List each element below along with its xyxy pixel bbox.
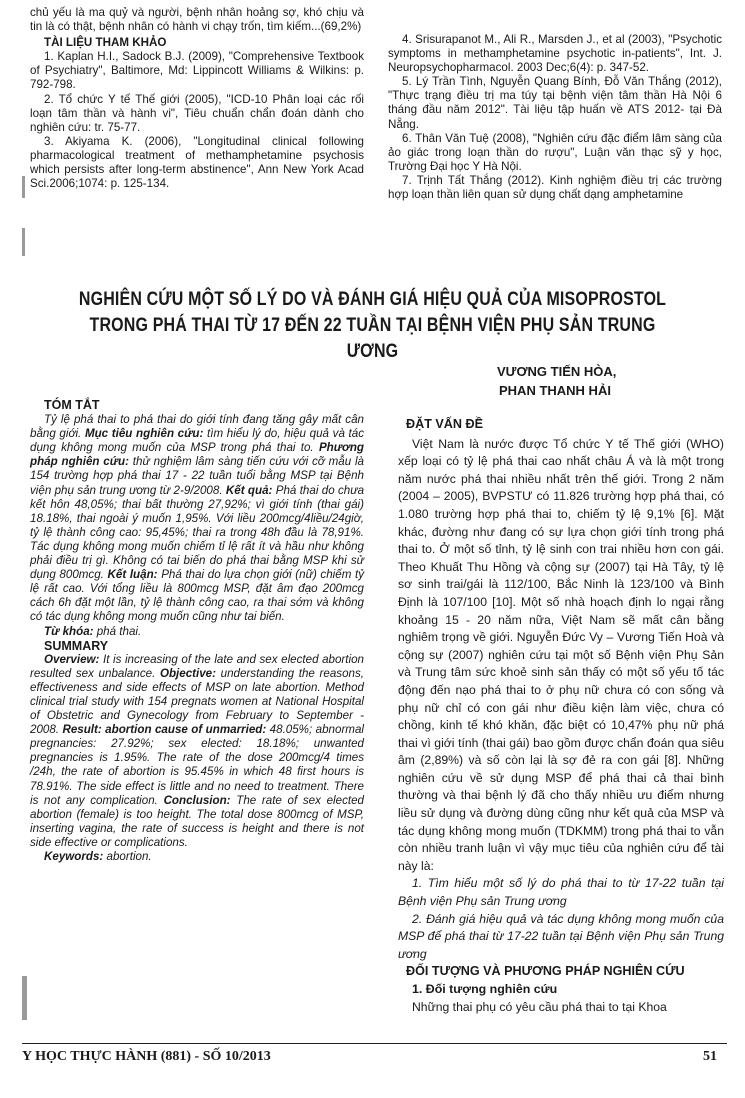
objective-en-label: Objective: [159, 666, 216, 680]
introduction-heading: ĐẶT VẤN ĐỀ [406, 417, 483, 431]
method-label: Phương pháp nghiên cứu: [30, 441, 364, 469]
reference-4: 4. Srisurapanot M., Ali R., Marsden J., et al (2003), "Psychotic symptoms in methamphetamine psychotic in-patients", Int. J. Neuropsychopharmacol. 2003 Dec;6(4): p. 347-52. [388, 33, 722, 75]
result-en-text: 48.05%; abnormal pregnancies: 27.92%; sex elected: 18.18%; unwanted pregnancies is 1.95%. The rate of the dose 200mcg/4 times /24h, the rate of abortion is 95.45% in which 48 first hours is 78.91%. The side effect is little and no need to treatment. There is not any complication. [30, 723, 364, 807]
scan-mark [22, 228, 25, 256]
overview-label: Overview: [44, 652, 100, 666]
result-label: Kết quả: [225, 483, 273, 497]
result-en-label: Result: abortion cause of unmarried: [62, 723, 267, 737]
abstract-en-heading: SUMMARY [44, 638, 109, 653]
abstract-column [30, 398, 364, 864]
objective-label: Mục tiêu nghiên cứu: [84, 427, 204, 441]
scan-mark [22, 976, 27, 1020]
objective-text: tìm hiểu lý do, hiệu quả và tác dụng không mong muốn của MSP trong phá thai to. [30, 427, 365, 455]
keywords-en-text: abortion. [106, 850, 152, 863]
subjects-heading: 1. Đối tượng nghiên cứu [412, 982, 558, 996]
introduction-paragraph: Việt Nam là nước được Tổ chức Y tế Thế giới (WHO) xếp loại có tỷ lệ phá thai cao nhất châu Á và là một trong năm nước phá thai nhiều nhất trên thế giới. Trong 2 năm (2004 – 2005), BVPSTƯ có 11.826 trường hợp phá thai, có 1.080 trường hợp phá thai to, chiếm tỷ lệ 9,1% [6]. Mặt khác, đường như đang có sự lựa chọn giới tính trong phá thai to. Ở một số tỉnh, tỷ lệ sinh con trai nhiều hơn con gái. Theo Khuất Thu Hồng và cộng sự (2007) tại Hà Tây, tỷ lệ sơ sinh trai/gái là 112/100, Bắc Ninh là 123/100 và Bình Định là 107/100 [10]. Một số nhà hoạch định lo ngại rằng khoảng 15 - 20 năm nữa, Việt Nam sẽ mất cân bằng nghiêm trọng về giới. Nguyễn Đức Vy – Vương Tiến Hoà và cộng sự (2007) nghiên cứu tại một số Bệnh viện Phụ Sản và Trung tâm sức khoẻ sinh sản thấy có một số yếu tố tác động đến nạo phá thai to ở phụ nữ chưa có con sống và phụ nữ chỉ có con gái như điều kiện làm việc, chưa có chồng, kinh tế khó khăn, đặc biệt có 10,47% phụ nữ phá thai vì giới tính (thai gái) bao gồm được chẩn đoán qua siêu âm (2,89%) và số còn lại là sợ đẻ ra con gái [8]. Những nghiên cứu về sử dụng MSP để phá thai cả thai bình thường và thai bệnh lý đã cho thấy nhiều ưu điểm nhưng liều sử dụng và đường dùng cũng như kết quả của MSP và tác dụng không mong muốn (TDKMM) trong phá thai to vẫn còn nhiều tranh luận vì vậy mục tiêu của nghiên cứu để tài này là: [398, 436, 724, 873]
conclusion-en-label: Conclusion: [163, 793, 231, 807]
continuation-text: chủ yếu là ma quỷ và người, bệnh nhân hoảng sợ, khó chịu và tin là có thật, bệnh nhân có hành vi chạy trốn, tìm kiếm...(69,2%) [30, 6, 364, 34]
aim-2: 2. Đánh giá hiệu quả và tác dụng không mong muốn của MSP để phá thai từ 17-22 tuần tại Bệnh viện Phụ sản Trung ương [398, 911, 724, 961]
article-title-line-2: TRONG PHÁ THAI TỪ 17 ĐẾN 22 TUẦN TẠI BỆNH VIỆN PHỤ SẢN TRUNG ƯƠNG [89, 314, 656, 362]
article-title-line-1: NGHIÊN CỨU MỘT SỐ LÝ DO VÀ ĐÁNH GIÁ HIỆU QUẢ CỦA MISOPROSTOL [78, 288, 667, 310]
reference-5: 5. Lý Trần Tình, Nguyễn Quang Bính, Đỗ Văn Thắng (2012), "Thực trạng điều trị ma túy tại bệnh viện tâm thần Hà Nội 6 tháng đầu năm 2012". Tài liệu tập huấn về ATS 2012- tại Đà Nẵng. [388, 75, 722, 131]
keywords-en [30, 850, 364, 864]
top-left-column [30, 6, 364, 191]
page-number: 51 [703, 1049, 717, 1064]
conclusion-en-text: The rate of sex elected abortion (female) is too height. The total dose 800mcg of MSP, inserting vagina, the rate of success is height and there is not side effective or complications. [30, 793, 364, 849]
objective-en-text: understanding the reasons, effectiveness and side effects of MSP on late abortion. Method clinical trial study with 154 pregnats women at National Hospital of Obstetric and Gynecology from February to September - 2008. [30, 666, 364, 737]
abstract-vi-heading: TÓM TẮT [44, 398, 100, 412]
footer-rule [22, 1043, 727, 1044]
abstract-en-body [30, 653, 364, 850]
overview-text: It is increasing of the late and sex elected abortion resulted sex unbalance. [30, 652, 364, 680]
aim-1: 1. Tìm hiểu một số lý do phá thai to từ 17-22 tuần tại Bệnh viện Phụ sản Trung ương [398, 876, 724, 909]
abstract-vi-intro: Tỷ lệ phá thai to phá thai do giới tính đang tăng gây mất cân bằng giới. [30, 413, 364, 441]
journal-footer: Y HỌC THỰC HÀNH (881) - SỐ 10/2013 [22, 1049, 271, 1064]
reference-6: 6. Thân Văn Tuệ (2008), "Nghiên cứu đặc điểm lâm sàng của ảo giác trong loạn thần do rượu", Luận văn thạc sỹ y học, Trường Đại học Y Hà Nội. [388, 131, 722, 173]
scan-mark [22, 176, 25, 198]
abstract-vi-body [30, 413, 364, 624]
keywords-vi-text: phá thai. [96, 624, 142, 638]
result-text: Phá thai do chưa kết hôn 48,05%; thai bất thường 27,92%; vì giới tính (thai gái) 18.18%, thai ngoài ý muốn 1,95%. Với liều 200mcg/4liều/24giờ, tỷ lệ thành công cao: 95,45%; thai ra trong 48h đầu là 78,91%. Tác dụng không mong muốn chiếm tỉ lệ rất ít và hầu như không phải điều trị gì. Không có tai biến do phá thai bằng MSP khi sử dụng 800mcg. [30, 483, 365, 582]
keywords-vi [30, 625, 364, 639]
conclusion-text: Phá thai do lựa chọn giới (nữ) chiếm tỷ lệ rất cao. Với tổng liều là 800mcg MSP, đặt âm đạo 200mcg cách 6h đặt một lần, tỷ lệ thành công cao, ra thai sớm và không có tác dụng không mong muốn cũng như tai biến. [30, 568, 364, 624]
references-heading: TÀI LIỆU THAM KHẢO [44, 36, 167, 50]
author-2: PHAN THANH HẢI [499, 383, 611, 398]
reference-1: 1. Kaplan H.I., Sadock B.J. (2009), "Comprehensive Textbook of Psychiatry", Baltimore, Md: Lippincott Williams & Wilkins: p. 792-798. [30, 50, 364, 92]
article-title [67, 286, 678, 364]
reference-2: 2. Tổ chức Y tế Thế giới (2005), "ICD-10 Phân loại các rối loạn tâm thần và hành vi", Tiêu chuẩn chẩn đoán dành cho nghiên cứu: tr. 75-77. [30, 92, 364, 134]
introduction-column [398, 416, 724, 1016]
keywords-en-label: Keywords: [44, 850, 104, 863]
subjects-text: Những thai phụ có yêu cầu phá thai to tại Khoa [412, 999, 667, 1014]
authors [497, 362, 737, 400]
methods-heading: ĐỐI TƯỢNG VÀ PHƯƠNG PHÁP NGHIÊN CỨU [406, 964, 685, 979]
reference-7: 7. Trịnh Tất Thắng (2012). Kinh nghiệm điều trị các trường hợp loạn thần liên quan sử dụng chất dạng amphetamine [388, 173, 722, 202]
conclusion-label: Kết luận: [107, 568, 158, 582]
method-text: thử nghiệm lâm sàng tiến cứu với cỡ mẫu là 154 trường hợp phá thai 17 - 22 tuần tuổi bằng MSP tại Bệnh viện phụ sản trung ương từ 2-9/2008. [30, 455, 364, 497]
keywords-vi-label: Từ khóa: [44, 624, 94, 638]
top-right-column [388, 33, 722, 202]
author-1: VƯƠNG TIẾN HÒA, [497, 364, 617, 379]
reference-3: 3. Akiyama K. (2006), "Longitudinal clinical following pharmacological treatment of methamphetamine psychosis which persists after long-term abstinence", Ann New York Acad Sci.2006;1074: p. 125-134. [30, 134, 364, 191]
